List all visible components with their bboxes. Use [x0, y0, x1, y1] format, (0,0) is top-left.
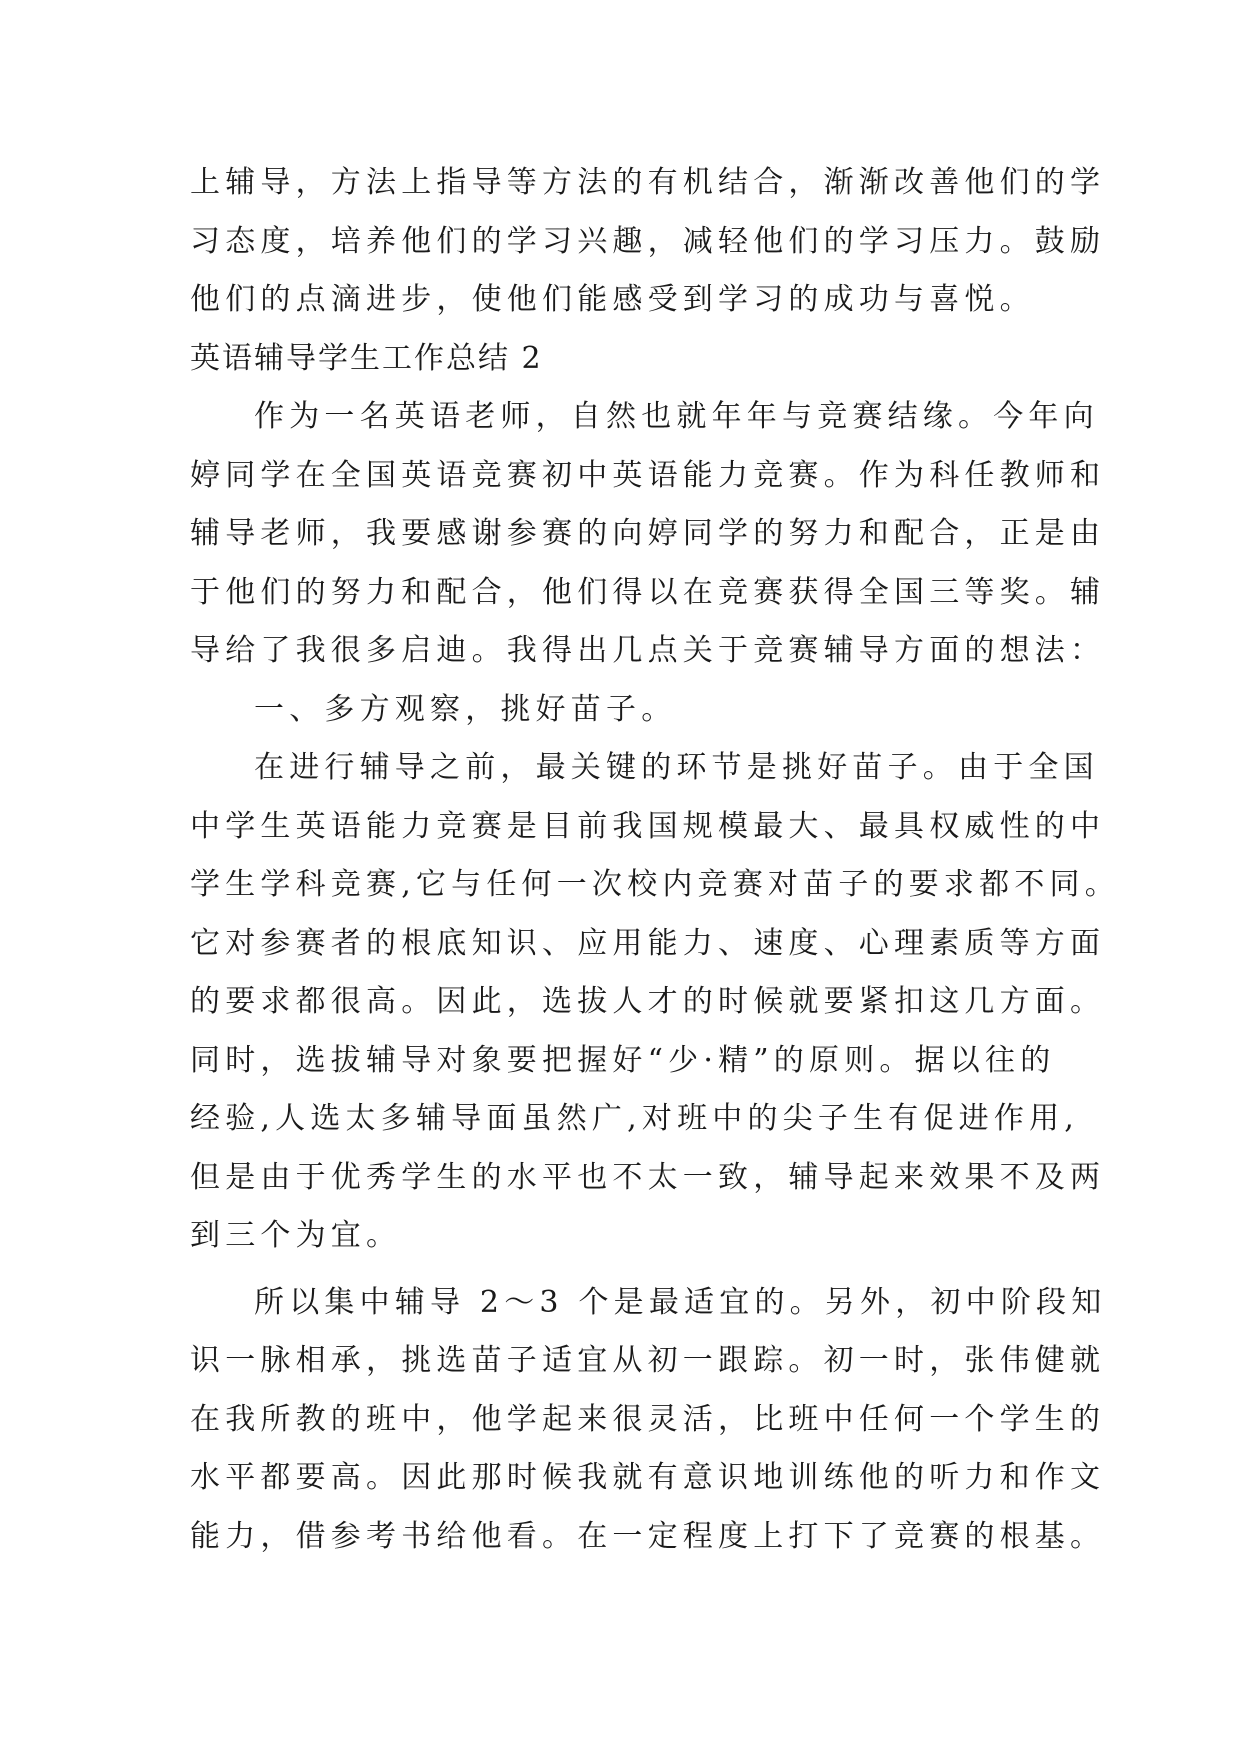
- text-line: 学生学科竞赛,它与任何一次校内竞赛对苗子的要求都不同。: [190, 867, 1120, 902]
- text-line: 同时，选拔辅导对象要把握好“少·精”的原则。据以往的: [190, 1042, 1056, 1078]
- text-line: 水平都要高。因此那时候我就有意识地训练他的听力和作文: [190, 1460, 1106, 1495]
- text-line: 在我所教的班中，他学起来很灵活，比班中任何一个学生的: [190, 1401, 1106, 1437]
- text-line: 上辅导，方法上指导等方法的有机结合，渐渐改善他们的学: [190, 165, 1106, 200]
- text-line: 他们的点滴进步，使他们能感受到学习的成功与喜悦。: [190, 282, 1035, 317]
- paragraph-1: [190, 154, 1106, 330]
- section-heading: 英语辅导学生工作总结 2: [190, 340, 543, 376]
- text-line: 能力，借参考书给他看。在一定程度上打下了竞赛的根基。: [190, 1518, 1106, 1554]
- text-line: 到三个为宜。: [190, 1218, 402, 1253]
- text-line: 导给了我很多启迪。我得出几点关于竞赛辅导方面的想法：: [190, 633, 1106, 668]
- text-line: 的要求都很高。因此，选拔人才的时候就要紧扣这几方面。: [190, 984, 1106, 1019]
- text-line: 但是由于优秀学生的水平也不太一致，辅导起来效果不及两: [190, 1159, 1106, 1195]
- text-line: 经验,人选太多辅导面虽然广,对班中的尖子生有促进作用,: [190, 1101, 1080, 1136]
- paragraph-4: [190, 1274, 1107, 1567]
- text-line: 在进行辅导之前，最关键的环节是挑好苗子。由于全国: [254, 750, 1099, 785]
- text-line: 识一脉相承，挑选苗子适宜从初一跟踪。初一时，张伟健就: [190, 1343, 1106, 1378]
- text-line: 习态度，培养他们的学习兴趣，减轻他们的学习压力。鼓励: [190, 223, 1106, 259]
- text-line: 辅导老师，我要感谢参赛的向婷同学的努力和配合，正是由: [190, 516, 1106, 551]
- text-line: 它对参赛者的根底知识、应用能力、速度、心理素质等方面: [190, 925, 1106, 961]
- paragraph-spacer: [190, 1266, 1070, 1274]
- text-line: 中学生英语能力竞赛是目前我国规模最大、最具权威性的中: [190, 808, 1106, 844]
- paragraph-2: [190, 388, 1106, 681]
- paragraph-3: [190, 739, 1120, 1266]
- text-line: 婷同学在全国英语竞赛初中英语能力竞赛。作为科任教师和: [190, 457, 1106, 493]
- sub-section-title: 一、多方观察，挑好苗子。: [254, 691, 677, 727]
- document-body: [190, 154, 1120, 1566]
- text-line: 所以集中辅导 2～3 个是最适宜的。另外，初中阶段知: [254, 1284, 1107, 1320]
- text-line: 作为一名英语老师，自然也就年年与竞赛结缘。今年向: [254, 399, 1099, 434]
- text-line: 于他们的努力和配合，他们得以在竞赛获得全国三等奖。辅: [190, 574, 1106, 610]
